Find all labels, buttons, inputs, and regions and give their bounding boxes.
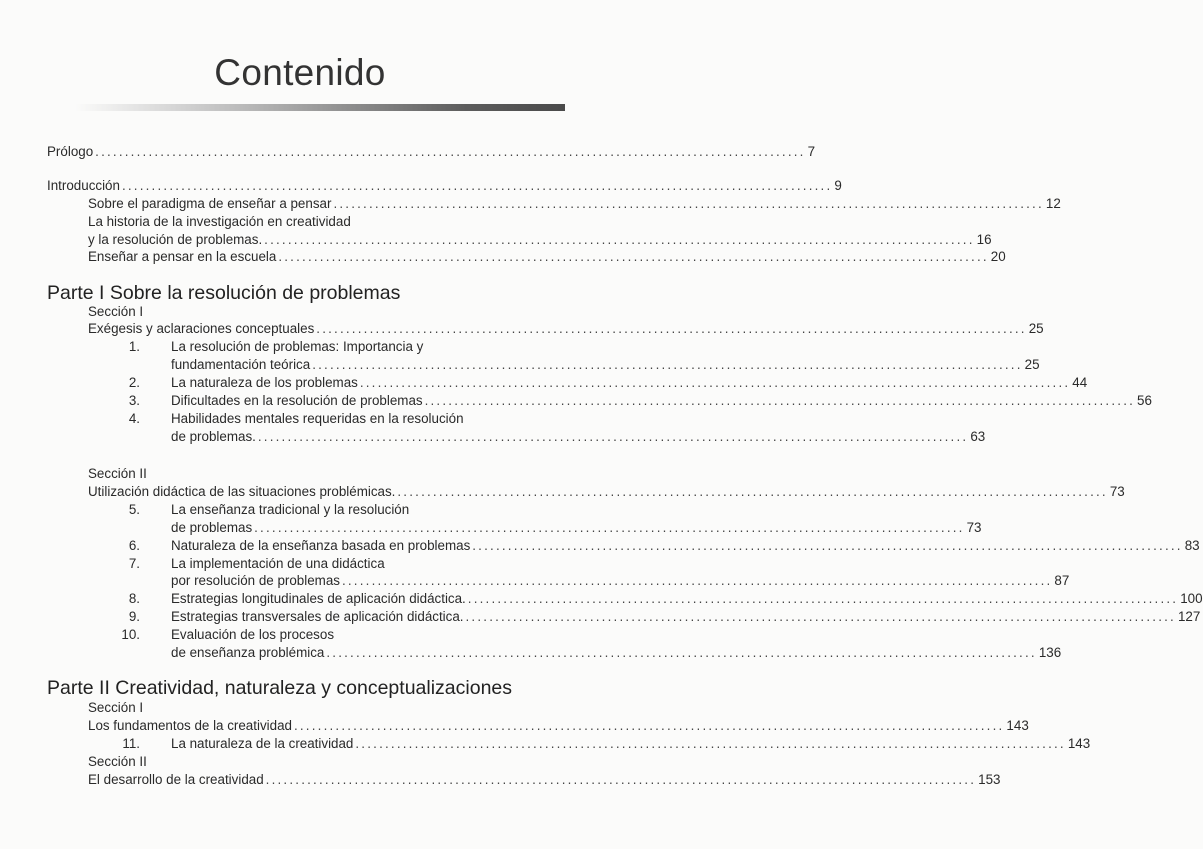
page-number: 16 <box>976 232 992 247</box>
entry-title: Prólogo <box>47 144 94 159</box>
entry-title: Habilidades mentales requeridas en la resolución <box>171 411 464 426</box>
page-number: 153 <box>978 772 1001 787</box>
toc-entry[interactable] <box>128 590 1203 608</box>
title-gradient-rule <box>75 104 565 111</box>
toc-entry-line <box>128 555 385 573</box>
page-number: 83 <box>1184 538 1200 553</box>
toc-entry-line <box>88 465 147 483</box>
entry-title: Sección II <box>88 466 147 481</box>
page-number: 25 <box>1024 357 1040 372</box>
toc-entry[interactable] <box>122 735 1091 753</box>
entry-number: 8. <box>128 591 140 606</box>
toc-entry-line <box>88 699 143 717</box>
toc-entry[interactable] <box>88 195 1061 213</box>
toc-entry-line <box>88 213 351 231</box>
page-number: 136 <box>1038 645 1062 660</box>
toc-entry[interactable] <box>171 644 1062 662</box>
toc-entry[interactable] <box>88 483 1125 501</box>
dot-leader: ........................................................................................................................ <box>265 772 977 787</box>
toc-entry[interactable] <box>47 177 842 195</box>
entry-number: 2. <box>128 375 140 390</box>
entry-title: Estrategias longitudinales de aplicación didáctica. <box>171 591 466 606</box>
entry-number: 9. <box>128 609 140 624</box>
toc-entry-line <box>88 753 147 771</box>
toc-entry[interactable] <box>171 572 1070 590</box>
toc-entry[interactable] <box>128 374 1088 392</box>
entry-number: 10. <box>121 627 140 642</box>
entry-title: Evaluación de los procesos <box>171 627 335 642</box>
dot-leader: ........................................................................................................................ <box>359 375 1071 390</box>
dot-leader: ........................................................................................................................ <box>257 429 969 444</box>
page-number: 56 <box>1137 393 1152 408</box>
entry-title: Estrategias transversales de aplicación didáctica. <box>171 609 464 624</box>
entry-title: Introducción <box>47 178 120 193</box>
page-number: 44 <box>1072 375 1088 390</box>
dot-leader: ........................................................................................................................ <box>316 321 1027 336</box>
dot-leader: ........................................................................................................................ <box>326 645 1037 660</box>
dot-leader: ........................................................................................................................ <box>465 609 1176 624</box>
dot-leader: ........................................................................................................................ <box>424 393 1136 408</box>
entry-title: de enseñanza problémica <box>171 645 325 660</box>
entry-title: La resolución de problemas: Importancia y <box>171 339 424 354</box>
page-number: 9 <box>834 178 842 193</box>
entry-title: fundamentación teórica <box>171 357 311 372</box>
page-number: 127 <box>1177 609 1201 624</box>
toc-entry[interactable] <box>88 771 1001 789</box>
page-number: 25 <box>1028 321 1044 336</box>
entry-title: La historia de la investigación en creatividad <box>88 214 351 229</box>
toc-entry-line <box>88 303 143 321</box>
dot-leader: ........................................................................................................................ <box>264 232 975 247</box>
page-number: 73 <box>966 520 982 535</box>
page-title: Contenido <box>214 52 386 93</box>
toc-entry[interactable] <box>128 608 1201 626</box>
dot-leader: ........................................................................................................................ <box>312 357 1023 372</box>
entry-number: 3. <box>128 393 140 408</box>
entry-title: El desarrollo de la creatividad <box>88 772 264 787</box>
toc-entry[interactable] <box>128 537 1200 555</box>
toc-entry-line <box>128 501 410 519</box>
entry-title: Sobre el paradigma de enseñar a pensar <box>88 196 332 211</box>
dot-leader: ........................................................................................................................ <box>95 144 806 159</box>
page-number: 20 <box>990 249 1006 264</box>
entry-title: Dificultades en la resolución de problemas <box>171 393 423 408</box>
dot-leader: ........................................................................................................................ <box>341 573 1053 588</box>
toc-entry[interactable] <box>88 248 1006 266</box>
toc-entry[interactable] <box>171 356 1040 374</box>
entry-number: 6. <box>128 538 140 553</box>
entry-title: Naturaleza de la enseñanza basada en problemas <box>171 538 471 553</box>
entry-title: Sección I <box>88 304 144 319</box>
entry-number: 11. <box>122 736 140 751</box>
dot-leader: ........................................................................................................................ <box>397 484 1108 499</box>
toc-entry[interactable] <box>88 231 992 249</box>
part-heading: Parte II Creatividad, naturaleza y conceptualizaciones <box>47 677 513 699</box>
entry-title: de problemas <box>171 520 253 535</box>
dot-leader: ........................................................................................................................ <box>355 736 1066 751</box>
entry-title: Exégesis y aclaraciones conceptuales <box>88 321 315 336</box>
entry-title: Utilización didáctica de las situaciones problémicas. <box>88 484 396 499</box>
dot-leader: ........................................................................................................................ <box>293 718 1005 733</box>
dot-leader: ........................................................................................................................ <box>467 591 1179 606</box>
page-number: 143 <box>1067 736 1091 751</box>
entry-title: La naturaleza de los problemas <box>171 375 358 390</box>
toc-entry[interactable] <box>88 717 1029 735</box>
page-number: 73 <box>1109 484 1125 499</box>
entry-title: Sección II <box>88 754 147 769</box>
toc-entry[interactable] <box>171 519 982 537</box>
entry-title: por resolución de problemas <box>171 573 340 588</box>
toc-entry[interactable] <box>47 143 816 161</box>
entry-title: y la resolución de problemas. <box>88 232 263 247</box>
entry-title: Los fundamentos de la creatividad <box>88 718 292 733</box>
entry-title: La naturaleza de la creatividad <box>171 736 354 751</box>
page-number: 12 <box>1045 196 1061 211</box>
page-number: 143 <box>1006 718 1029 733</box>
page-number: 100 <box>1180 591 1203 606</box>
entry-title: Sección I <box>88 700 144 715</box>
entry-number: 1. <box>128 339 140 354</box>
page-number: 63 <box>970 429 986 444</box>
part-heading: Parte I Sobre la resolución de problemas <box>47 282 401 304</box>
entry-title: Enseñar a pensar en la escuela <box>88 249 277 264</box>
entry-title: La enseñanza tradicional y la resolución <box>171 502 410 517</box>
entry-number: 5. <box>128 502 140 517</box>
toc-entry[interactable] <box>88 320 1044 338</box>
page-number: 7 <box>807 144 816 159</box>
toc-entry[interactable] <box>128 392 1152 410</box>
dot-leader: ........................................................................................................................ <box>333 196 1044 211</box>
entry-number: 4. <box>128 411 140 426</box>
dot-leader: ........................................................................................................................ <box>472 538 1183 553</box>
dot-leader: ........................................................................................................................ <box>121 178 833 193</box>
entry-title: La implementación de una didáctica <box>171 556 385 571</box>
toc-entry-line <box>128 338 424 356</box>
entry-number: 7. <box>128 556 140 571</box>
entry-title: de problemas. <box>171 429 256 444</box>
toc-entry[interactable] <box>171 428 986 446</box>
toc-entry-line <box>128 410 464 428</box>
page-number: 87 <box>1054 573 1070 588</box>
dot-leader: ........................................................................................................................ <box>254 520 965 535</box>
dot-leader: ........................................................................................................................ <box>278 249 989 264</box>
toc-entry-line <box>121 626 335 644</box>
